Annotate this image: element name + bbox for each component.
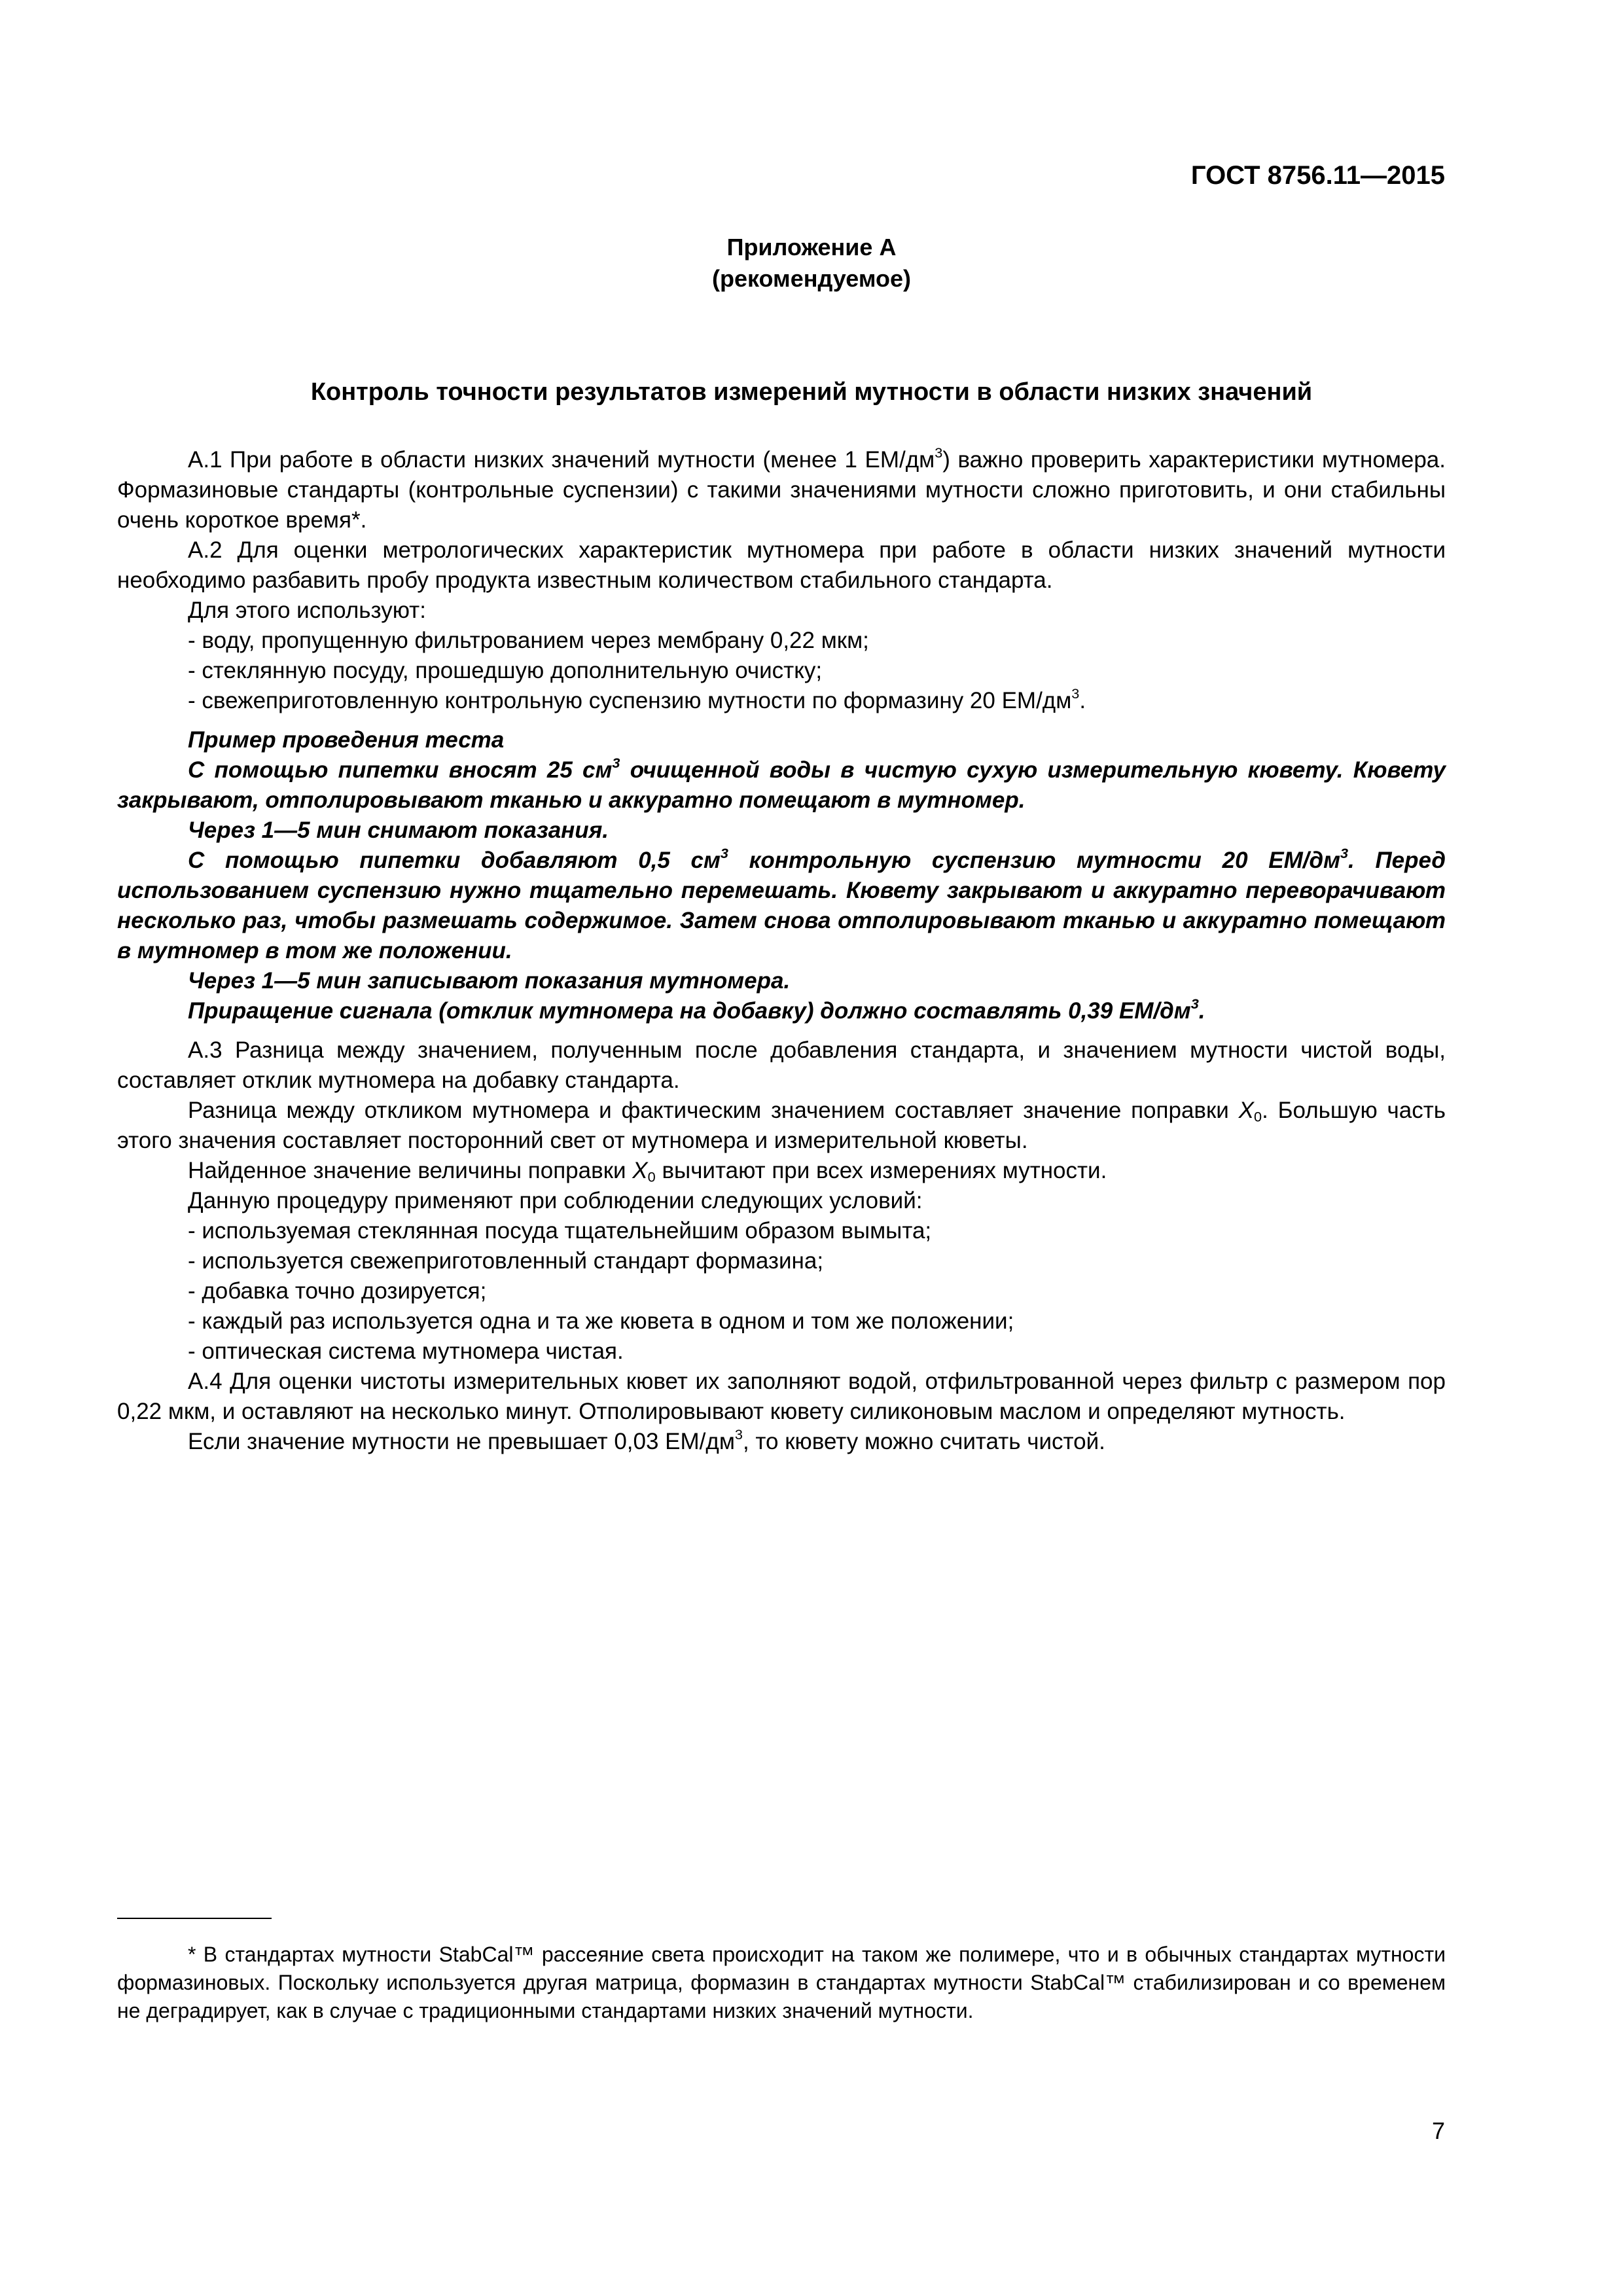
example-step-1-b: очищенной воды в чистую сухую измерительную кювету. Кювету закрывают, отполировывают тканью и аккуратно помещают в мутномер. — [117, 757, 1446, 813]
example-step-1-a: С помощью пипетки вносят 25 см — [188, 757, 613, 783]
main-text — [117, 445, 1446, 1457]
example-step-3-c: . Перед использованием суспензию нужно тщательно перемешать. Кювету закрывают и аккуратно переворачивают несколько раз, чтобы размешать содержимое. Затем снова отполировывают тканью и аккуратно помещают в мутномер в том же положении. — [117, 848, 1446, 963]
difference-text-b: . Большую часть этого значения составляет посторонний свет от мутномера и измерительной кюветы. — [117, 1098, 1446, 1153]
uses-item-3 — [117, 686, 1446, 716]
found-text-a: Найденное значение величины поправки — [188, 1158, 633, 1183]
page-number: 7 — [1431, 2117, 1445, 2144]
example-step-5 — [117, 996, 1446, 1026]
final-text-b: , то кювету можно считать чистой. — [742, 1429, 1105, 1454]
example-step-3-a: С помощью пипетки добавляют 0,5 см — [188, 848, 721, 873]
final-sup: 3 — [734, 1426, 743, 1443]
condition-item-2: - используется свежеприготовленный стандарт формазина; — [188, 1248, 824, 1274]
uses-item-3-sup: 3 — [1071, 685, 1080, 702]
uses-item-3-end: . — [1079, 688, 1086, 713]
paragraph-difference — [117, 1096, 1446, 1156]
example-step-5-sup: 3 — [1190, 995, 1199, 1012]
final-text-a: Если значение мутности не превышает 0,03 ЕМ/дм — [188, 1429, 735, 1454]
uses-item-3-text: - свежеприготовленную контрольную суспензию мутности по формазину 20 ЕМ/дм — [188, 688, 1072, 713]
a1-text-1: А.1 При работе в области низких значений мутности (менее 1 ЕМ/дм — [188, 447, 935, 473]
difference-var: X — [1238, 1098, 1255, 1123]
paragraph-found-value — [117, 1156, 1446, 1186]
a1-sup: 3 — [935, 444, 943, 461]
example-step-5-a: Приращение сигнала (отклик мутномера на добавку) должно составлять 0,39 ЕМ/дм — [188, 998, 1191, 1024]
footnote: * В стандартах мутности StabCal™ рассеяние света происходит на таком же полимере, что и в обычных стандартах мутности формазиновых. Поскольку используется другая матрица, формазин в стандартах мутности StabCal™ стабилизирован и со временем не деградирует, как в случае с традиционными стандартами низких значений мутности. — [117, 1943, 1446, 2022]
paragraph-a3: А.3 Разница между значением, полученным после добавления стандарта, и значением мутности чистой воды, составляет отклик мутномера на добавку стандарта. — [117, 1037, 1446, 1093]
uses-item-1: - воду, пропущенную фильтрованием через мембрану 0,22 мкм; — [188, 628, 869, 653]
condition-item-1: - используемая стеклянная посуда тщательнейшим образом вымыта; — [188, 1218, 932, 1244]
example-step-3-sup-1: 3 — [720, 844, 728, 861]
footnote-separator — [117, 1918, 272, 1919]
example-step-1 — [117, 755, 1446, 816]
condition-item-3: - добавка точно дозируется; — [188, 1278, 487, 1304]
conditions-intro: Данную процедуру применяют при соблюдении следующих условий: — [188, 1188, 923, 1213]
example-step-3 — [117, 846, 1446, 966]
condition-item-5: - оптическая система мутномера чистая. — [188, 1338, 624, 1364]
found-text-b: вычитают при всех измерениях мутности. — [655, 1158, 1107, 1183]
standard-code: ГОСТ 8756.11—2015 — [1190, 161, 1445, 190]
example-heading: Пример проведения теста — [188, 727, 505, 753]
a1-text-2: ) важно проверить характеристики мутномера. Формазиновые стандарты (контрольные суспензии) с такими значениями мутности сложно приготовить, и они стабильны очень короткое время*. — [117, 447, 1446, 533]
condition-item-4: - каждый раз используется одна и та же кювета в одном и том же положении; — [188, 1308, 1014, 1334]
paragraph-a2: А.2 Для оценки метрологических характеристик мутномера при работе в области низких значений мутности необходимо разбавить пробу продукта известным количеством стабильного стандарта. — [117, 537, 1446, 593]
difference-text-a: Разница между откликом мутномера и фактическим значением составляет значение поправки — [188, 1098, 1239, 1123]
uses-item-2: - стеклянную посуду, прошедшую дополнительную очистку; — [188, 658, 823, 683]
section-title: Контроль точности результатов измерений мутности в области низких значений — [310, 378, 1313, 406]
example-step-3-b: контрольную суспензию мутности 20 ЕМ/дм — [728, 848, 1340, 873]
example-step-5-b: . — [1198, 998, 1205, 1024]
appendix-label: Приложение А — [726, 234, 897, 260]
appendix-heading — [0, 232, 1623, 295]
found-var: X — [632, 1158, 648, 1183]
found-sub: 0 — [647, 1168, 656, 1185]
difference-sub: 0 — [1254, 1108, 1262, 1125]
example-step-3-sup-2: 3 — [1340, 844, 1349, 861]
example-step-4: Через 1—5 мин записывают показания мутномера. — [188, 968, 791, 994]
appendix-status: (рекомендуемое) — [712, 265, 911, 292]
paragraph-final — [117, 1427, 1446, 1457]
example-step-1-sup: 3 — [612, 754, 620, 771]
uses-intro: Для этого используют: — [188, 598, 426, 623]
paragraph-a1 — [117, 445, 1446, 535]
example-step-2: Через 1—5 мин снимают показания. — [188, 817, 609, 843]
paragraph-a4: А.4 Для оценки чистоты измерительных кювет их заполняют водой, отфильтрованной через фильтр с размером пор 0,22 мкм, и оставляют на несколько минут. Отполировывают кювету силиконовым маслом и определяют мутность. — [117, 1369, 1446, 1424]
